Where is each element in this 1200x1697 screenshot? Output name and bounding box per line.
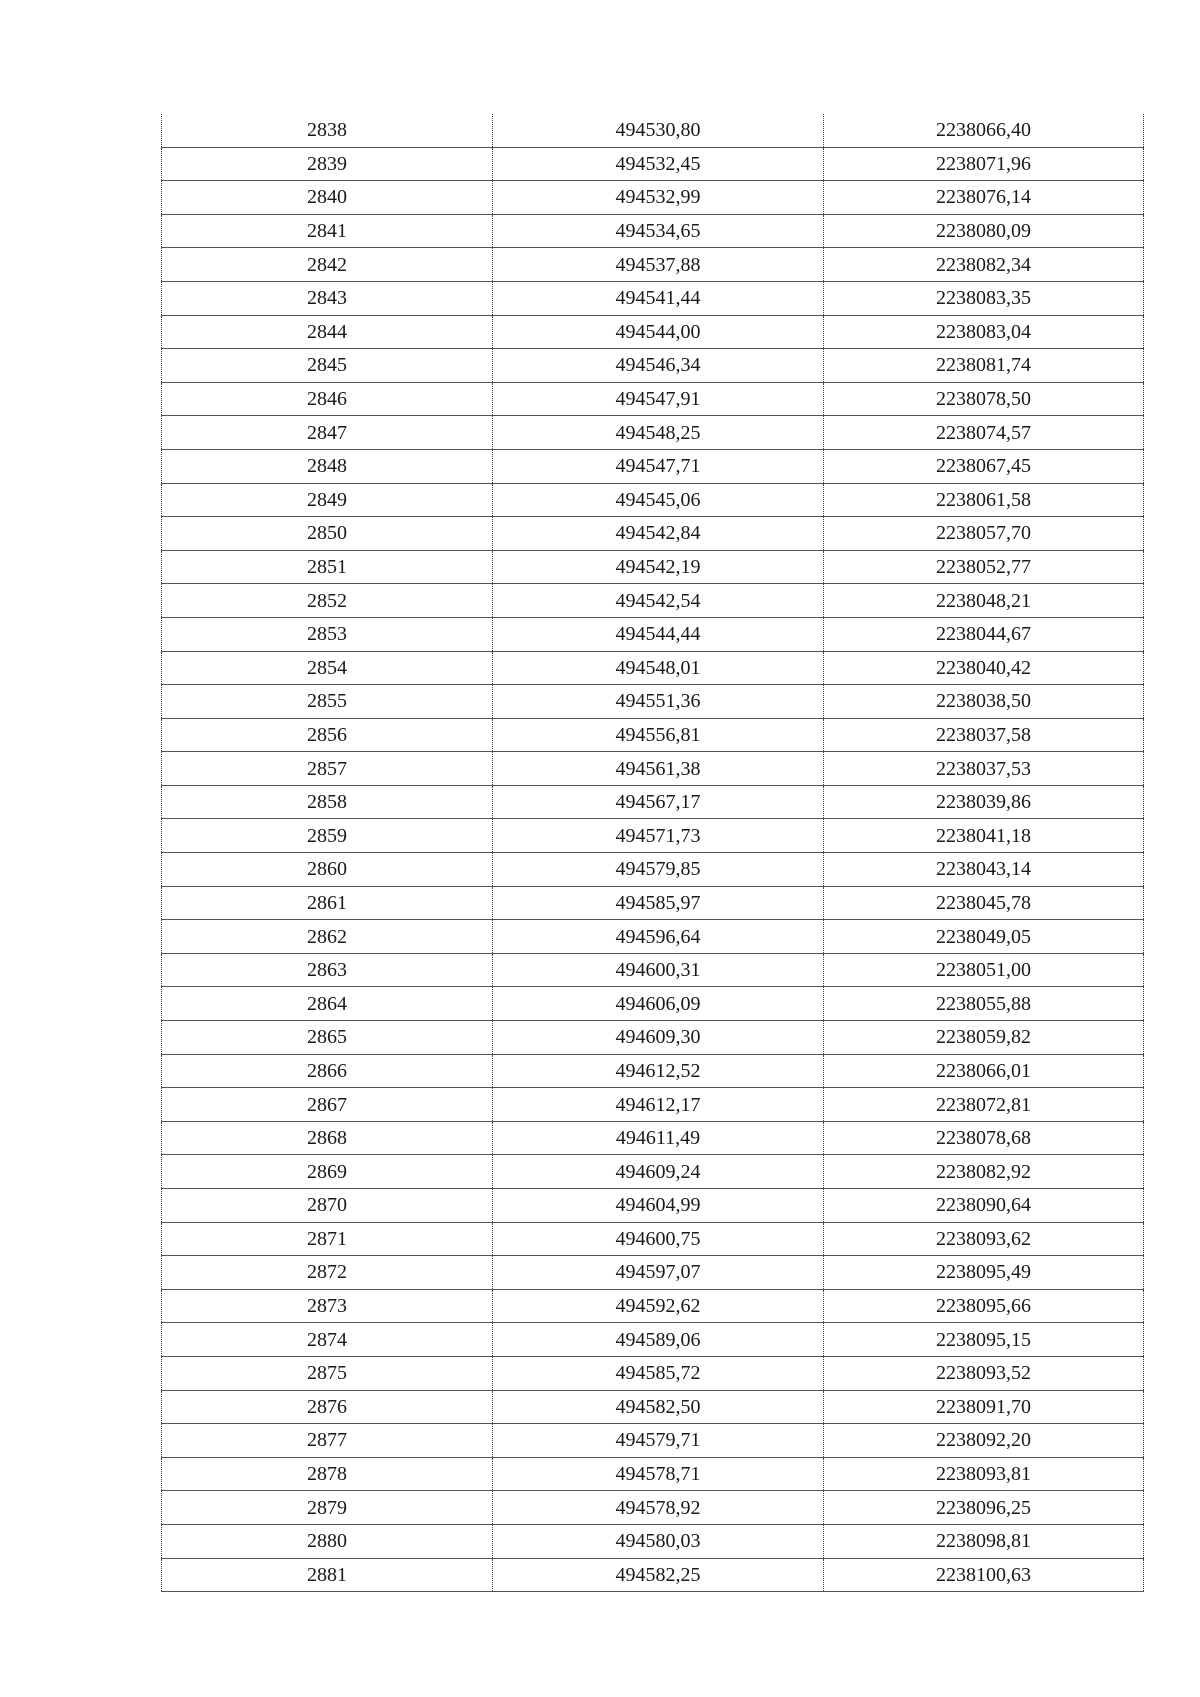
table-row [162,1121,1144,1155]
y-coordinate-cell: 2238082,34 [824,248,1144,282]
y-coordinate-cell: 2238051,00 [824,953,1144,987]
point-number-cell: 2881 [162,1558,493,1592]
x-coordinate-cell: 494532,45 [493,147,824,181]
table-row [162,584,1144,618]
y-coordinate-cell: 2238093,52 [824,1356,1144,1390]
point-number-cell: 2844 [162,315,493,349]
point-number-cell: 2871 [162,1222,493,1256]
x-coordinate-cell: 494571,73 [493,819,824,853]
point-number-cell: 2849 [162,483,493,517]
point-number-cell: 2850 [162,517,493,551]
table-row [162,685,1144,719]
x-coordinate-cell: 494547,91 [493,382,824,416]
y-coordinate-cell: 2238038,50 [824,685,1144,719]
table-row [162,1289,1144,1323]
point-number-cell: 2860 [162,853,493,887]
point-number-cell: 2865 [162,1021,493,1055]
x-coordinate-cell: 494532,99 [493,181,824,215]
y-coordinate-cell: 2238043,14 [824,853,1144,887]
point-number-cell: 2843 [162,281,493,315]
table-row [162,1155,1144,1189]
table-row [162,920,1144,954]
y-coordinate-cell: 2238061,58 [824,483,1144,517]
x-coordinate-cell: 494596,64 [493,920,824,954]
table-row [162,1390,1144,1424]
y-coordinate-cell: 2238100,63 [824,1558,1144,1592]
coordinates-table-body [162,114,1144,1592]
point-number-cell: 2846 [162,382,493,416]
x-coordinate-cell: 494530,80 [493,114,824,147]
y-coordinate-cell: 2238092,20 [824,1424,1144,1458]
y-coordinate-cell: 2238037,53 [824,752,1144,786]
x-coordinate-cell: 494604,99 [493,1189,824,1223]
y-coordinate-cell: 2238049,05 [824,920,1144,954]
table-row [162,1189,1144,1223]
x-coordinate-cell: 494612,52 [493,1054,824,1088]
x-coordinate-cell: 494579,71 [493,1424,824,1458]
point-number-cell: 2842 [162,248,493,282]
y-coordinate-cell: 2238041,18 [824,819,1144,853]
x-coordinate-cell: 494597,07 [493,1256,824,1290]
table-row [162,382,1144,416]
table-row [162,953,1144,987]
x-coordinate-cell: 494606,09 [493,987,824,1021]
y-coordinate-cell: 2238082,92 [824,1155,1144,1189]
y-coordinate-cell: 2238078,68 [824,1121,1144,1155]
y-coordinate-cell: 2238059,82 [824,1021,1144,1055]
table-row [162,1222,1144,1256]
point-number-cell: 2879 [162,1491,493,1525]
table-row [162,1054,1144,1088]
x-coordinate-cell: 494580,03 [493,1524,824,1558]
x-coordinate-cell: 494578,92 [493,1491,824,1525]
point-number-cell: 2869 [162,1155,493,1189]
x-coordinate-cell: 494585,72 [493,1356,824,1390]
point-number-cell: 2863 [162,953,493,987]
y-coordinate-cell: 2238052,77 [824,550,1144,584]
x-coordinate-cell: 494544,44 [493,617,824,651]
table-row [162,416,1144,450]
point-number-cell: 2840 [162,181,493,215]
y-coordinate-cell: 2238083,35 [824,281,1144,315]
table-row [162,752,1144,786]
table-row [162,214,1144,248]
point-number-cell: 2876 [162,1390,493,1424]
x-coordinate-cell: 494579,85 [493,853,824,887]
point-number-cell: 2867 [162,1088,493,1122]
table-row [162,886,1144,920]
x-coordinate-cell: 494600,75 [493,1222,824,1256]
coordinates-table [161,114,1144,1592]
table-row [162,483,1144,517]
x-coordinate-cell: 494561,38 [493,752,824,786]
x-coordinate-cell: 494582,50 [493,1390,824,1424]
table-row [162,114,1144,147]
x-coordinate-cell: 494542,84 [493,517,824,551]
table-row [162,315,1144,349]
point-number-cell: 2858 [162,785,493,819]
point-number-cell: 2864 [162,987,493,1021]
y-coordinate-cell: 2238098,81 [824,1524,1144,1558]
x-coordinate-cell: 494547,71 [493,449,824,483]
table-row [162,1256,1144,1290]
table-row [162,281,1144,315]
table-row [162,449,1144,483]
y-coordinate-cell: 2238072,81 [824,1088,1144,1122]
table-row [162,1323,1144,1357]
point-number-cell: 2873 [162,1289,493,1323]
point-number-cell: 2854 [162,651,493,685]
x-coordinate-cell: 494551,36 [493,685,824,719]
table-row [162,517,1144,551]
x-coordinate-cell: 494611,49 [493,1121,824,1155]
point-number-cell: 2851 [162,550,493,584]
y-coordinate-cell: 2238095,15 [824,1323,1144,1357]
x-coordinate-cell: 494545,06 [493,483,824,517]
y-coordinate-cell: 2238071,96 [824,147,1144,181]
y-coordinate-cell: 2238080,09 [824,214,1144,248]
y-coordinate-cell: 2238078,50 [824,382,1144,416]
x-coordinate-cell: 494600,31 [493,953,824,987]
x-coordinate-cell: 494542,54 [493,584,824,618]
x-coordinate-cell: 494589,06 [493,1323,824,1357]
point-number-cell: 2855 [162,685,493,719]
point-number-cell: 2875 [162,1356,493,1390]
point-number-cell: 2839 [162,147,493,181]
y-coordinate-cell: 2238057,70 [824,517,1144,551]
y-coordinate-cell: 2238083,04 [824,315,1144,349]
x-coordinate-cell: 494582,25 [493,1558,824,1592]
table-row [162,181,1144,215]
point-number-cell: 2870 [162,1189,493,1223]
x-coordinate-cell: 494578,71 [493,1457,824,1491]
point-number-cell: 2857 [162,752,493,786]
table-row [162,785,1144,819]
table-row [162,1491,1144,1525]
x-coordinate-cell: 494585,97 [493,886,824,920]
point-number-cell: 2856 [162,718,493,752]
point-number-cell: 2874 [162,1323,493,1357]
table-row [162,651,1144,685]
x-coordinate-cell: 494548,25 [493,416,824,450]
table-row [162,718,1144,752]
x-coordinate-cell: 494542,19 [493,550,824,584]
table-row [162,987,1144,1021]
x-coordinate-cell: 494612,17 [493,1088,824,1122]
point-number-cell: 2841 [162,214,493,248]
table-row [162,819,1144,853]
y-coordinate-cell: 2238066,01 [824,1054,1144,1088]
point-number-cell: 2853 [162,617,493,651]
y-coordinate-cell: 2238067,45 [824,449,1144,483]
table-row [162,1558,1144,1592]
table-row [162,853,1144,887]
y-coordinate-cell: 2238081,74 [824,349,1144,383]
point-number-cell: 2847 [162,416,493,450]
table-row [162,1457,1144,1491]
x-coordinate-cell: 494609,24 [493,1155,824,1189]
point-number-cell: 2859 [162,819,493,853]
y-coordinate-cell: 2238093,62 [824,1222,1144,1256]
table-row [162,1356,1144,1390]
point-number-cell: 2848 [162,449,493,483]
y-coordinate-cell: 2238095,66 [824,1289,1144,1323]
y-coordinate-cell: 2238090,64 [824,1189,1144,1223]
point-number-cell: 2866 [162,1054,493,1088]
point-number-cell: 2868 [162,1121,493,1155]
table-row [162,248,1144,282]
point-number-cell: 2880 [162,1524,493,1558]
y-coordinate-cell: 2238066,40 [824,114,1144,147]
table-row [162,617,1144,651]
y-coordinate-cell: 2238045,78 [824,886,1144,920]
table-row [162,1088,1144,1122]
x-coordinate-cell: 494592,62 [493,1289,824,1323]
y-coordinate-cell: 2238039,86 [824,785,1144,819]
y-coordinate-cell: 2238048,21 [824,584,1144,618]
y-coordinate-cell: 2238093,81 [824,1457,1144,1491]
y-coordinate-cell: 2238076,14 [824,181,1144,215]
point-number-cell: 2877 [162,1424,493,1458]
x-coordinate-cell: 494537,88 [493,248,824,282]
point-number-cell: 2872 [162,1256,493,1290]
x-coordinate-cell: 494556,81 [493,718,824,752]
table-row [162,550,1144,584]
y-coordinate-cell: 2238044,67 [824,617,1144,651]
y-coordinate-cell: 2238096,25 [824,1491,1144,1525]
point-number-cell: 2845 [162,349,493,383]
x-coordinate-cell: 494548,01 [493,651,824,685]
x-coordinate-cell: 494534,65 [493,214,824,248]
point-number-cell: 2861 [162,886,493,920]
x-coordinate-cell: 494567,17 [493,785,824,819]
y-coordinate-cell: 2238040,42 [824,651,1144,685]
table-row [162,1424,1144,1458]
y-coordinate-cell: 2238091,70 [824,1390,1144,1424]
y-coordinate-cell: 2238095,49 [824,1256,1144,1290]
table-row [162,147,1144,181]
x-coordinate-cell: 494609,30 [493,1021,824,1055]
point-number-cell: 2838 [162,114,493,147]
x-coordinate-cell: 494541,44 [493,281,824,315]
x-coordinate-cell: 494546,34 [493,349,824,383]
y-coordinate-cell: 2238037,58 [824,718,1144,752]
y-coordinate-cell: 2238074,57 [824,416,1144,450]
y-coordinate-cell: 2238055,88 [824,987,1144,1021]
x-coordinate-cell: 494544,00 [493,315,824,349]
point-number-cell: 2878 [162,1457,493,1491]
table-row [162,1021,1144,1055]
point-number-cell: 2852 [162,584,493,618]
table-row [162,349,1144,383]
point-number-cell: 2862 [162,920,493,954]
table-row [162,1524,1144,1558]
